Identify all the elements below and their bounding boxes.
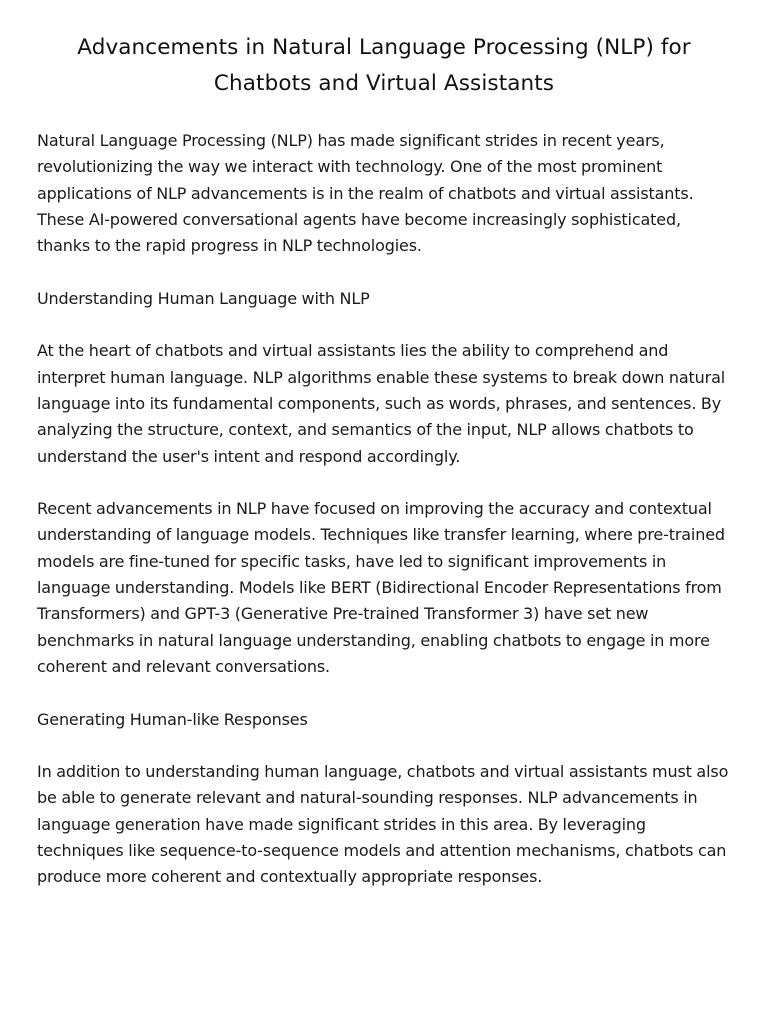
generating-paragraph: In addition to understanding human language, chatbots and virtual assistants must also be able to generate relevant and natural-sounding responses. NLP advancements in language generation have made significant strides in this area. By leveraging techniques like sequence-to-sequence models and attention mechanisms, chatbots can produce more coherent and contextually appropriate responses. <box>37 762 729 887</box>
document-body <box>37 128 731 891</box>
document-title-line-2: Chatbots and Virtual Assistants <box>213 71 555 96</box>
understanding-paragraph-1: At the heart of chatbots and virtual assistants lies the ability to comprehend and interpret human language. NLP algorithms enable these systems to break down natural language into its fundamental components, such as words, phrases, and sentences. By analyzing the structure, context, and semantics of the input, NLP allows chatbots to understand the user's intent and respond accordingly. <box>37 341 726 466</box>
document-title <box>37 30 731 102</box>
understanding-paragraph-2: Recent advancements in NLP have focused on improving the accuracy and contextual understanding of language models. Techniques like transfer learning, where pre-trained models are fine-tuned for specific tasks, have led to significant improvements in language understanding. Models like BERT (Bidirectional Encoder Representations from Transformers) and GPT-3 (Generative Pre-trained Transformer 3) have set new benchmarks in natural language understanding, enabling chatbots to engage in more coherent and relevant conversations. <box>37 499 725 676</box>
section-heading-understanding: Understanding Human Language with NLP <box>37 288 370 308</box>
intro-paragraph: Natural Language Processing (NLP) has made significant strides in recent years, revolutionizing the way we interact with technology. One of the most prominent applications of NLP advancements is in the realm of chatbots and virtual assistants. These AI-powered conversational agents have become increasingly sophisticated, thanks to the rapid progress in NLP technologies. <box>37 131 694 256</box>
section-heading-generating: Generating Human-like Responses <box>37 709 308 729</box>
document-title-line-1: Advancements in Natural Language Processing (NLP) for <box>77 35 691 60</box>
